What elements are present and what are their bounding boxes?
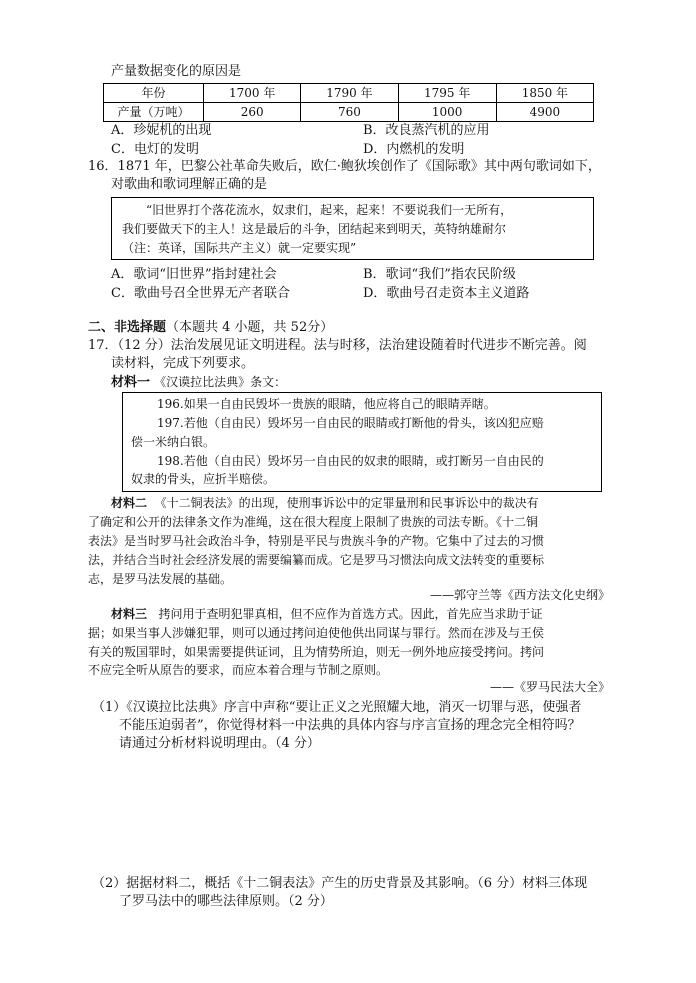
lyric-line: “旧世界打个落花流水，奴隶们，起来，起来！不要说我们一无所有，: [146, 203, 513, 217]
q17-stem-line2: 读材料，完成下列要求。: [111, 356, 255, 371]
table-cell: 760: [301, 103, 398, 122]
material-2-text: 《十二铜表法》的出现，使刑事诉讼中的定罪量刑和民事诉讼中的裁决有: [154, 496, 539, 510]
material-3-line: 不应完全听从原告的要求，而应本着合理与节制之原则。: [88, 663, 389, 677]
q16-stem-line1: 16．1871 年，巴黎公社革命失败后，欧仁·鲍狄埃创作了《国际歌》其中两句歌词如下，: [88, 159, 601, 174]
material-1-line: 198.若他（自由民）毁坏另一自由民的奴隶的眼睛，或打断另一自由民的: [157, 454, 544, 468]
q15-option-d: D．内燃机的发明: [363, 142, 465, 157]
material-1-label: 材料一: [111, 375, 151, 390]
material-1-line: 197.若他（自由民）毁坏另一自由民的眼睛或打断他的骨头，该凶犯应赔: [157, 416, 544, 430]
sub-question-1-line1: （1）《汉谟拉比法典》序言中声称“要让正义之光照耀大地，消灭一切罪与恶，使强者: [92, 700, 582, 715]
material-2-line: [111, 494, 539, 512]
table-header-cell: 1700 年: [204, 84, 301, 103]
material-3-label: 材料三: [111, 607, 148, 621]
sub-question-1-line3: 请通过分析材料说明理由。（4 分）: [119, 736, 320, 751]
table-row: [104, 103, 594, 122]
material-3-source: ——《罗马民法大全》: [489, 680, 610, 694]
material-1-line: 偿一米纳白银。: [131, 435, 216, 449]
material-2-line: 了确定和公开的法律条文作为准绳，这在很大程度上限制了贵族的司法专断。《十二铜: [88, 515, 539, 529]
material-2-line: 志，是罗马法发展的基础。: [88, 572, 233, 586]
section-note: （本题共 4 小题，共 52分）: [166, 320, 334, 335]
q16-option-b: B．歌词“我们”指农民阶级: [363, 267, 516, 282]
material-1-line: 奴隶的骨头，应折半赔偿。: [131, 472, 276, 486]
q15-option-b: B．改良蒸汽机的应用: [363, 123, 490, 138]
section-heading: [88, 319, 333, 337]
material-3-line: 有关的叛国罪时，如果需要提供证词，且为情势所迫，则无一例外地应接受拷问。拷问: [88, 645, 545, 659]
material-1-heading: [111, 373, 286, 392]
table-cell: 1000: [398, 103, 496, 122]
q16-option-d: D．歌曲号召走资本主义道路: [363, 286, 530, 301]
q17-stem-line1: 17．（12 分）法治发展见证文明进程。法与时移，法治建设随着时代进步不断完善。阅: [88, 338, 587, 353]
table-header-cell: 1850 年: [496, 84, 593, 103]
table-cell: 4900: [496, 103, 593, 122]
table-row-label: 产量（万吨）: [104, 103, 204, 122]
sub-question-1-line2: 不能压迫弱者”，你觉得材料一中法典的具体内容与序言宣扬的理念完全相符吗？: [119, 718, 581, 733]
q16-option-a: A．歌词“旧世界”指封建社会: [111, 267, 277, 282]
sub-question-2-line1: （2）据据材料二，概括《十二铜表法》产生的历史背景及其影响。（6 分）材料三体现: [92, 876, 588, 891]
material-3-line: [111, 605, 542, 623]
lyric-line: （注：英译，国际共产主义）就一定要实现”: [122, 241, 357, 255]
material-1-line: 196.如果一自由民毁坏一贵族的眼睛，他应将自己的眼睛弄瞎。: [157, 397, 496, 411]
production-table: [103, 83, 594, 122]
material-1-source: 《汉谟拉比法典》条文：: [154, 375, 287, 389]
q16-option-c: C．歌曲号召全世界无产者联合: [111, 286, 290, 301]
table-header-cell: 1790 年: [301, 84, 398, 103]
material-2-line: 法，并结合当时社会经济发展的需要编纂而成。它是罗马习惯法向成文法转变的重要标: [88, 553, 545, 567]
q16-stem-line2: 对歌曲和歌词理解正确的是: [111, 177, 268, 192]
material-2-label: 材料二: [111, 496, 148, 510]
table-cell: 260: [204, 103, 301, 122]
lyric-line: 我们要做天下的主人！这是最后的斗争，团结起来到明天，英特纳雄耐尔: [122, 222, 507, 236]
q15-option-c: C．电灯的发明: [111, 142, 199, 157]
material-3-line: 据；如果当事人涉嫌犯罪，则可以通过拷问迫使他供出同谋与罪行。然而在涉及与王侯: [88, 626, 545, 640]
material-2-source: ——郭守兰等《西方法文化史纲》: [429, 588, 610, 602]
table-row: [104, 84, 594, 103]
sub-question-2-line2: 了罗马法中的哪些法律原则。（2 分）: [119, 894, 333, 909]
table-header-cell: 1795 年: [398, 84, 496, 103]
q15-intro: 产量数据变化的原因是: [111, 64, 242, 79]
section-title: 二、非选择题: [88, 320, 167, 335]
material-2-line: 表法》是当时罗马社会政治斗争，特别是平民与贵族斗争的产物。它集中了过去的习惯: [88, 534, 545, 548]
q15-option-a: A．珍妮机的出现: [111, 123, 212, 138]
material-3-text: 拷问用于查明犯罪真相，但不应作为首选方式。因此，首先应当求助于证: [158, 607, 543, 621]
table-header-cell: 年份: [104, 84, 204, 103]
